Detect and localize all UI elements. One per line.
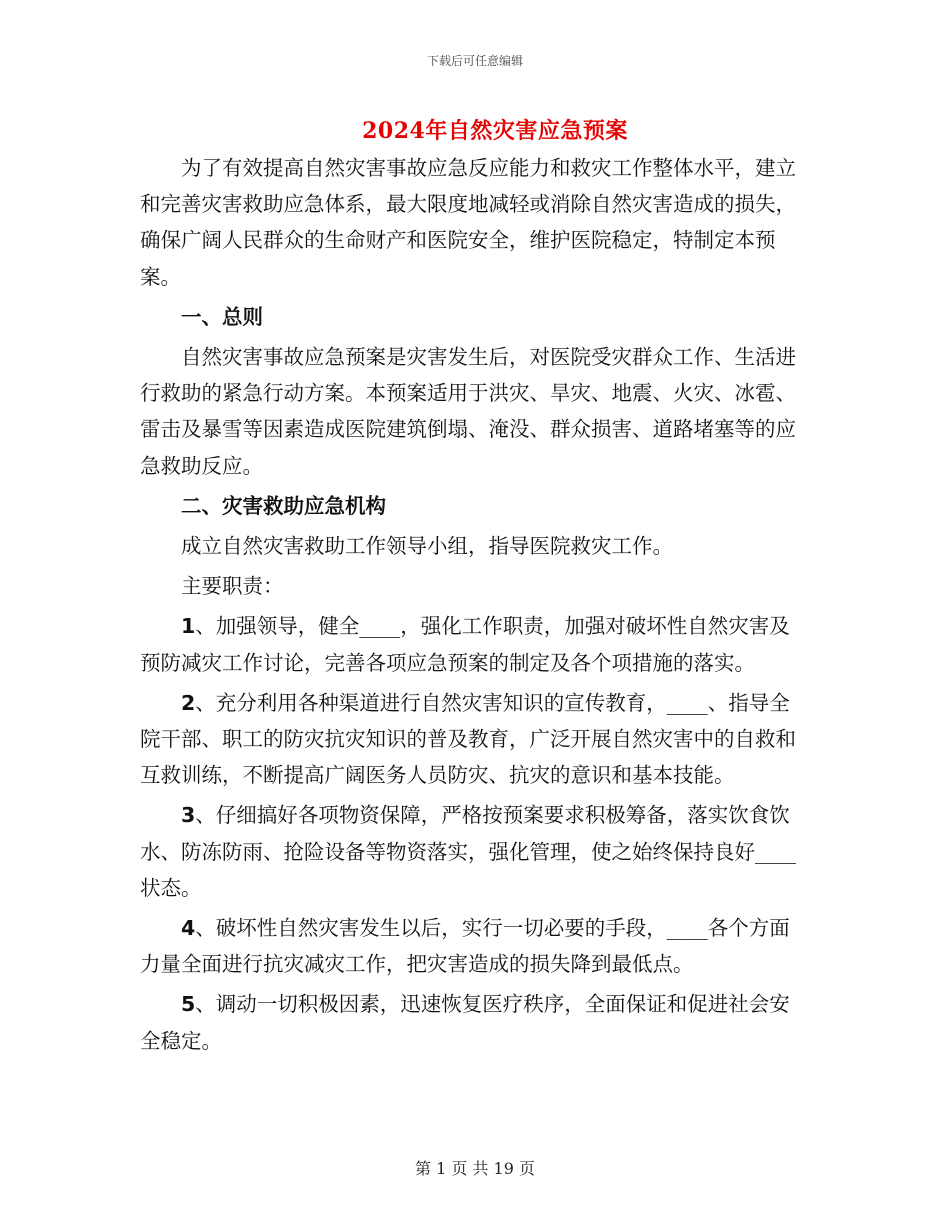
- duty-item-3-text: 、仔细搞好各项物资保障，严格按预案要求积极筹备，落实饮食饮水、防冻防雨、抢险设备等物资落实，强化管理，使之始终保持良好____状态。: [140, 803, 796, 900]
- section-2-paragraph: 成立自然灾害救助工作领导小组，指导医院救灾工作。: [181, 534, 673, 559]
- duty-item-5: [140, 986, 810, 1058]
- page-footer: 第 1 页 共 19 页: [415, 1159, 535, 1178]
- section-heading-1: 一、总则: [181, 304, 263, 329]
- duty-item-1: [140, 608, 810, 680]
- duty-item-3: [140, 797, 810, 906]
- header-note: 下载后可任意编辑: [426, 54, 523, 68]
- section-1-paragraph: 自然灾害事故应急预案是灾害发生后，对医院受灾群众工作、生活进行救助的紧急行动方案。本预案适用于洪灾、旱灾、地震、火灾、冰雹、雷击及暴雪等因素造成医院建筑倒塌、淹没、群众损害、道路堵塞等的应急救助反应。: [140, 345, 796, 478]
- duty-item-5-number: 5: [181, 992, 196, 1017]
- duty-item-2: [140, 685, 810, 794]
- duty-item-2-number: 2: [181, 690, 196, 715]
- duty-item-2-text: 、充分利用各种渠道进行自然灾害知识的宣传教育，____、指导全院干部、职工的防灾抗灾知识的普及教育，广泛开展自然灾害中的自救和互救训练，不断提高广阔医务人员防灾、抗灾的意识和基本技能。: [140, 690, 796, 788]
- intro-paragraph: 为了有效提高自然灾害事故应急反应能力和救灾工作整体水平，建立和完善灾害救助应急体系，最大限度地减轻或消除自然灾害造成的损失，确保广阔人民群众的生命财产和医院安全，维护医院稳定，特制定本预案。: [140, 156, 796, 289]
- section-heading-2: 二、灾害救助应急机构: [181, 493, 386, 518]
- duty-item-4-number: 4: [181, 916, 196, 941]
- duty-item-5-text: 、调动一切积极因素，迅速恢复医疗秩序，全面保证和促进社会安全稳定。: [140, 992, 790, 1053]
- duty-item-1-text: 、加强领导，健全____，强化工作职责，加强对破坏性自然灾害及预防减灾工作讨论，完善各项应急预案的制定及各个项措施的落实。: [140, 614, 790, 675]
- duty-item-4: [140, 910, 810, 982]
- duty-item-4-text: 、破坏性自然灾害发生以后，实行一切必要的手段，____各个方面力量全面进行抗灾减灾工作，把灾害造成的损失降到最低点。: [140, 916, 790, 977]
- duty-item-3-number: 3: [181, 803, 196, 828]
- duties-label: 主要职责：: [181, 574, 284, 599]
- duty-item-1-number: 1: [181, 614, 196, 639]
- document-title: 2024年自然灾害应急预案: [362, 118, 628, 144]
- document-body: [140, 150, 810, 1059]
